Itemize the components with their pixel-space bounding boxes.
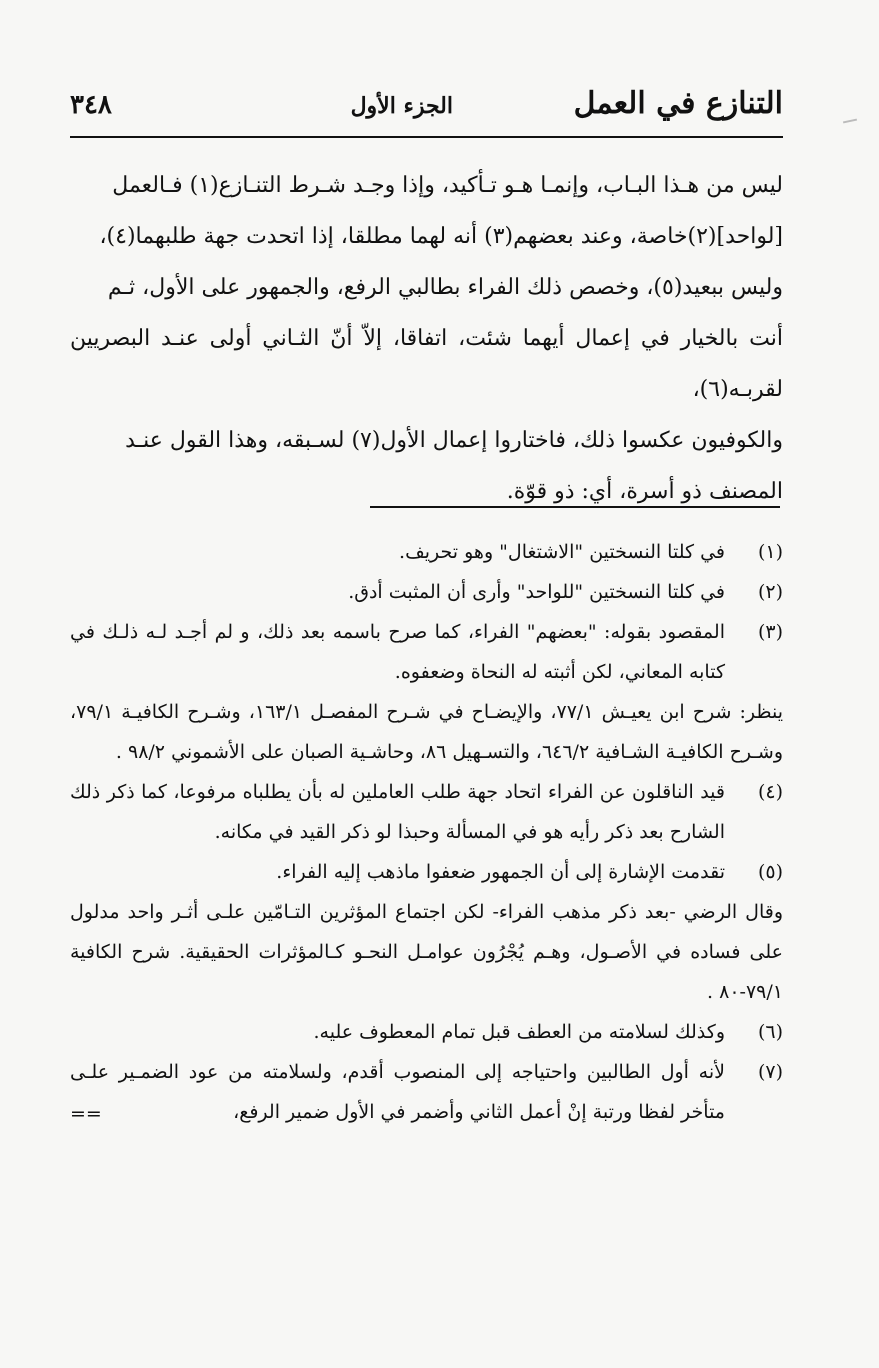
chapter-title: التنازع في العمل [573, 86, 783, 121]
footnote-text: في كلتا النسختين "الاشتغال" وهو تحريف. [399, 541, 725, 563]
page-number: ٣٤٨ [70, 90, 112, 120]
main-text [70, 160, 783, 517]
text-line: وليس ببعيد(٥)، وخصص ذلك الفراء بطالبي الرفع، والجمهور على الأول، ثـم [107, 275, 783, 300]
footnote-number: (١) [757, 541, 783, 563]
footnote-text: وقال الرضي -بعد ذكر مذهب الفراء- لكن اجتماع المؤثرين التـامّين علـى أثـر واحد مدلول على فساده في الأصـول، وهـم يُجْرُون عوامـل النحـو كـالمؤثرات الحقيقية. شرح الكافية ٧٩/١-٨٠ . [70, 901, 783, 1003]
footnote-2 [70, 572, 783, 612]
footnote-text: قيد الناقلون عن الفراء اتحاد جهة طلب العاملين له بأن يطلباه مرفوعا، كما ذكر ذلك الشارح بعد ذكر رأيه هو في المسألة وحبذا لو ذكر القيد في مكانه. [70, 781, 725, 843]
footnote-text: تقدمت الإشارة إلى أن الجمهور ضعفوا ماذهب إليه الفراء. [276, 861, 725, 883]
footnote-text: وكذلك لسلامته من العطف قبل تمام المعطوف عليه. [313, 1021, 725, 1043]
footnote-number: (٤) [757, 781, 783, 803]
footnote-text: المقصود بقوله: "بعضهم" الفراء، كما صرح باسمه بعد ذلك، و لم أجـد لـه ذلـك في كتابه المعاني، لكن أثبته له النحاة وضعفوه. [70, 621, 725, 683]
footnote-number: (٧) [757, 1061, 783, 1083]
continuation-mark: == [70, 1103, 102, 1125]
page-header [70, 84, 783, 138]
footnote-3 [70, 612, 783, 772]
footnote-6 [70, 1012, 783, 1052]
footnotes [70, 532, 783, 1132]
footnote-number: (٦) [757, 1021, 783, 1043]
footnote-text: ينظر: شرح ابن يعيـش ٧٧/١، والإيضـاح في شـرح المفصـل ١٦٣/١، وشـرح الكافيـة ٧٩/١، وشـرح الكافيـة الشـافية ٦٤٦/٢، والتسـهيل ٨٦، وحاشـية الصبان على الأشموني ٩٨/٢ . [70, 701, 783, 763]
text-line: [لواحد](٢)خاصة، وعند بعضهم(٣) أنه لهما مطلقا، إذا اتحدت جهة طلبهما(٤)، [99, 224, 783, 249]
footnote-text: لأنه أول الطالبين واحتياجه إلى المنصوب أقدم، ولسلامته من عود الضمـير علـى متأخر لفظا ورتبة إنْ أعمل الثاني وأضمر في الأول ضمير الرفع، [70, 1061, 725, 1123]
text-line: أنت بالخيار في إعمال أيهما شئت، اتفاقا، إلاّ أنّ الثـاني أولى عنـد البصريين لقربـه(٦)، [70, 326, 783, 402]
footnote-text: في كلتا النسختين "للواحد" وأرى أن المثبت أدق. [348, 581, 725, 603]
part-label: الجزء الأول [350, 93, 453, 119]
text-line: المصنف ذو أسرة، أي: ذو قوّة. [506, 479, 783, 504]
footnote-number: (٢) [757, 581, 783, 603]
footnote-1 [70, 532, 783, 572]
footnote-number: (٥) [757, 861, 783, 883]
text-line: ليس من هـذا البـاب، وإنمـا هـو تـأكيد، وإذا وجـد شـرط التنـازع(١) فـالعمل [112, 173, 783, 198]
footnote-number: (٣) [757, 621, 783, 643]
footnote-separator [370, 506, 780, 508]
footnote-5 [70, 852, 783, 1012]
text-line: والكوفيون عكسوا ذلك، فاختاروا إعمال الأول(٧) لسـبقه، وهذا القول عنـد [125, 428, 783, 453]
footnote-7 [70, 1052, 783, 1132]
scan-mark [843, 119, 857, 124]
footnote-4 [70, 772, 783, 852]
